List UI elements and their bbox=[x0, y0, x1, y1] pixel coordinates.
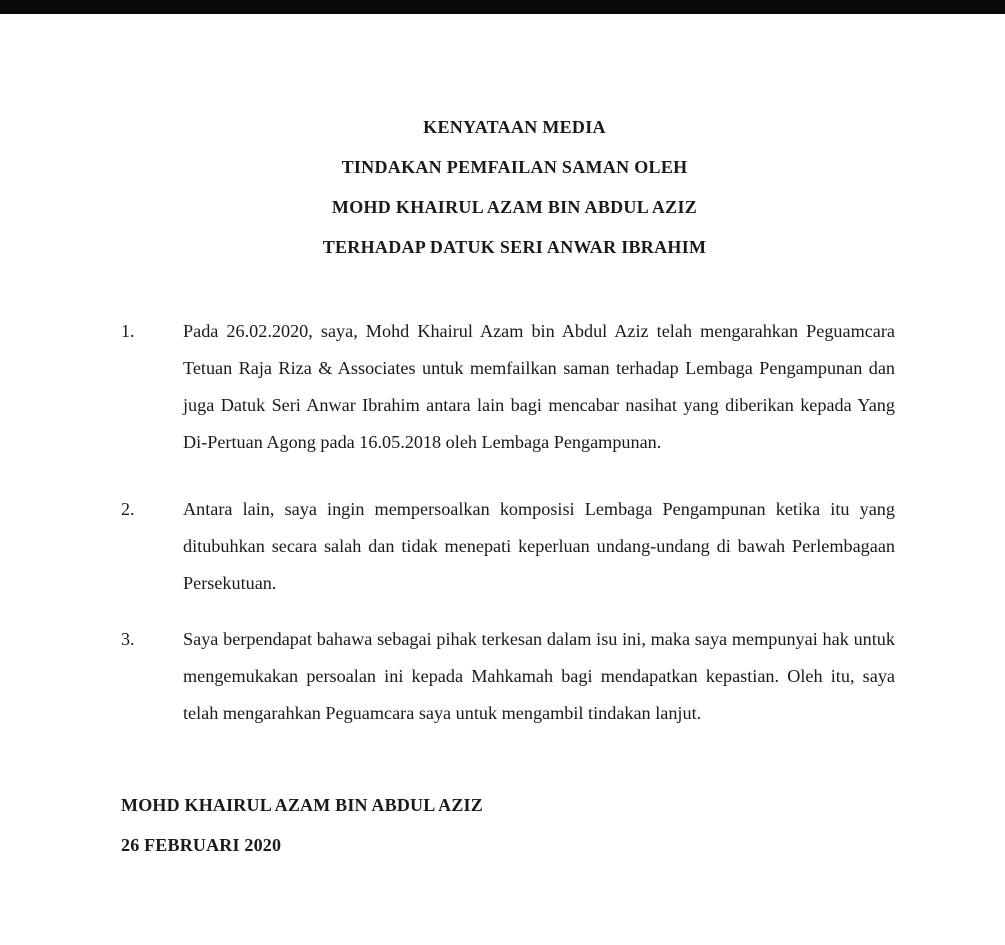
header-subtitle-1: TINDAKAN PEMFAILAN SAMAN OLEH bbox=[341, 157, 688, 177]
paragraph-text: Pada 26.02.2020, saya, Mohd Khairul Azam bin Abdul Aziz telah mengarahkan Peguamcara Tetuan Raja Riza & Associates untuk memfailkan saman terhadap Lembaga Pengampunan dan juga Datuk Seri Anwar Ibrahim antara lain bagi mencabar nasihat yang diberikan kepada Yang Di-Pertuan Agong pada 16.05.2018 oleh Lembaga Pengampunan. bbox=[183, 321, 895, 452]
paragraph-number: 3. bbox=[121, 629, 135, 649]
header-subtitle-3: TERHADAP DATUK SERI ANWAR IBRAHIM bbox=[322, 237, 707, 257]
paragraph-text: Antara lain, saya ingin mempersoalkan komposisi Lembaga Pengampunan ketika itu yang ditubuhkan secara salah dan tidak menepati keperluan undang-undang di bawah Perlembagaan Persekutuan. bbox=[183, 499, 895, 593]
header-title: KENYATAAN MEDIA bbox=[423, 117, 606, 137]
signature-date: 26 FEBRUARI 2020 bbox=[121, 835, 282, 855]
top-black-bar bbox=[0, 0, 1005, 14]
header-subtitle-2: MOHD KHAIRUL AZAM BIN ABDUL AZIZ bbox=[331, 197, 698, 217]
paragraph-number: 1. bbox=[121, 321, 135, 341]
signatory-name: MOHD KHAIRUL AZAM BIN ABDUL AZIZ bbox=[121, 795, 483, 815]
paragraph-text: Saya berpendapat bahawa sebagai pihak terkesan dalam isu ini, maka saya mempunyai hak untuk mengemukakan persoalan ini kepada Mahkamah bagi mendapatkan kepastian. Oleh itu, saya telah mengarahkan Peguamcara saya untuk mengambil tindakan lanjut. bbox=[183, 629, 895, 723]
signature-block bbox=[121, 790, 483, 870]
paragraph-number: 2. bbox=[121, 499, 135, 519]
document-header bbox=[0, 112, 1005, 272]
